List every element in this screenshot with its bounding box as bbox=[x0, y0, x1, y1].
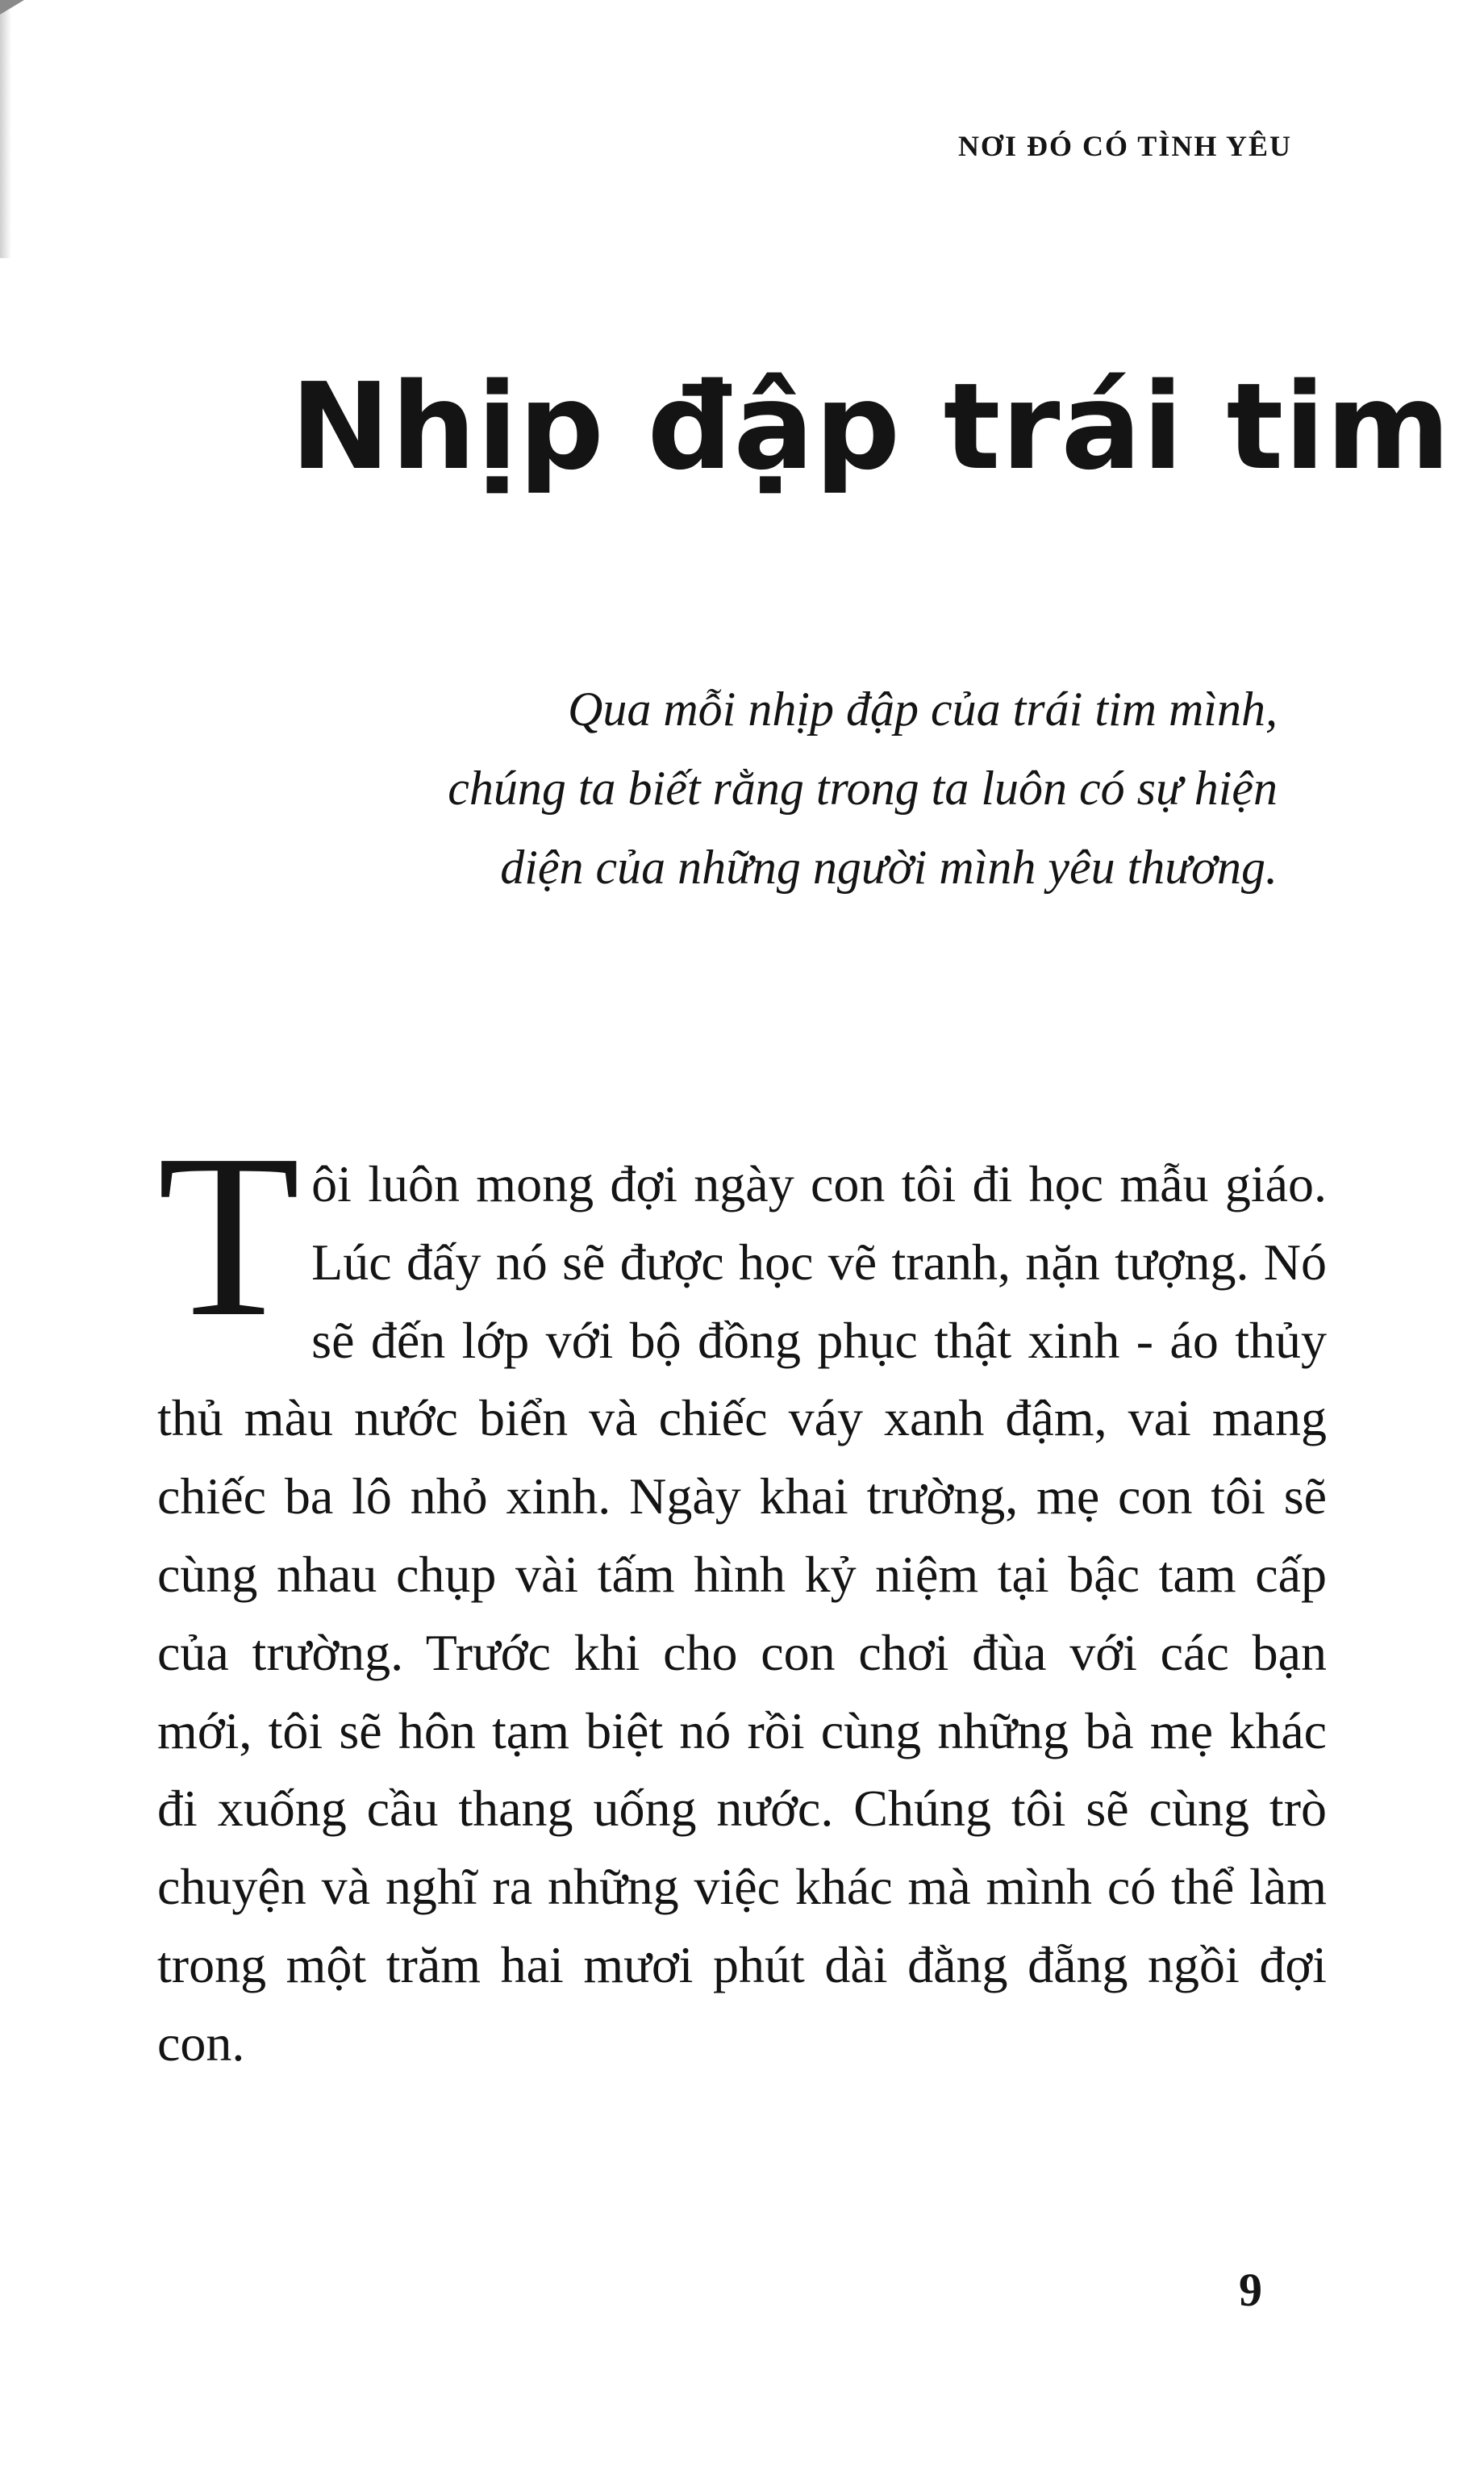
drop-cap: T bbox=[157, 1106, 301, 1365]
running-header: NƠI ĐÓ CÓ TÌNH YÊU bbox=[957, 130, 1292, 162]
epigraph bbox=[310, 670, 1278, 907]
chapter-title: Nhịp đập trái tim bbox=[290, 357, 1452, 496]
body-paragraph bbox=[157, 1106, 1327, 2083]
epigraph-line: chúng ta biết rằng trong ta luôn có sự hiện bbox=[448, 762, 1278, 815]
epigraph-line: Qua mỗi nhịp đập của trái tim mình, bbox=[568, 682, 1278, 736]
epigraph-line: diện của những người mình yêu thương. bbox=[500, 841, 1278, 894]
body-text: ôi luôn mong đợi ngày con tôi đi học mẫu giáo. Lúc đấy nó sẽ được học vẽ tranh, nặn tượng. Nó sẽ đến lớp với bộ đồng phục thật xinh - áo thủy thủ màu nước biển và chiếc váy xanh đậm, vai mang chiếc ba lô nhỏ xinh. Ngày khai trường, mẹ con tôi sẽ cùng nhau chụp vài tấm hình kỷ niệm tại bậc tam cấp của trường. Trước khi cho con chơi đùa với các bạn mới, tôi sẽ hôn tạm biệt nó rồi cùng những bà mẹ khác đi xuống cầu thang uống nước. Chúng tôi sẽ cùng trò chuyện và nghĩ ra những việc khác mà mình có thể làm trong một trăm hai mươi phút dài đằng đẵng ngồi đợi con. bbox=[157, 1155, 1327, 2072]
page-edge-shadow bbox=[0, 0, 11, 258]
page-number: 9 bbox=[1239, 2264, 1262, 2316]
corner-mark bbox=[0, 0, 24, 15]
